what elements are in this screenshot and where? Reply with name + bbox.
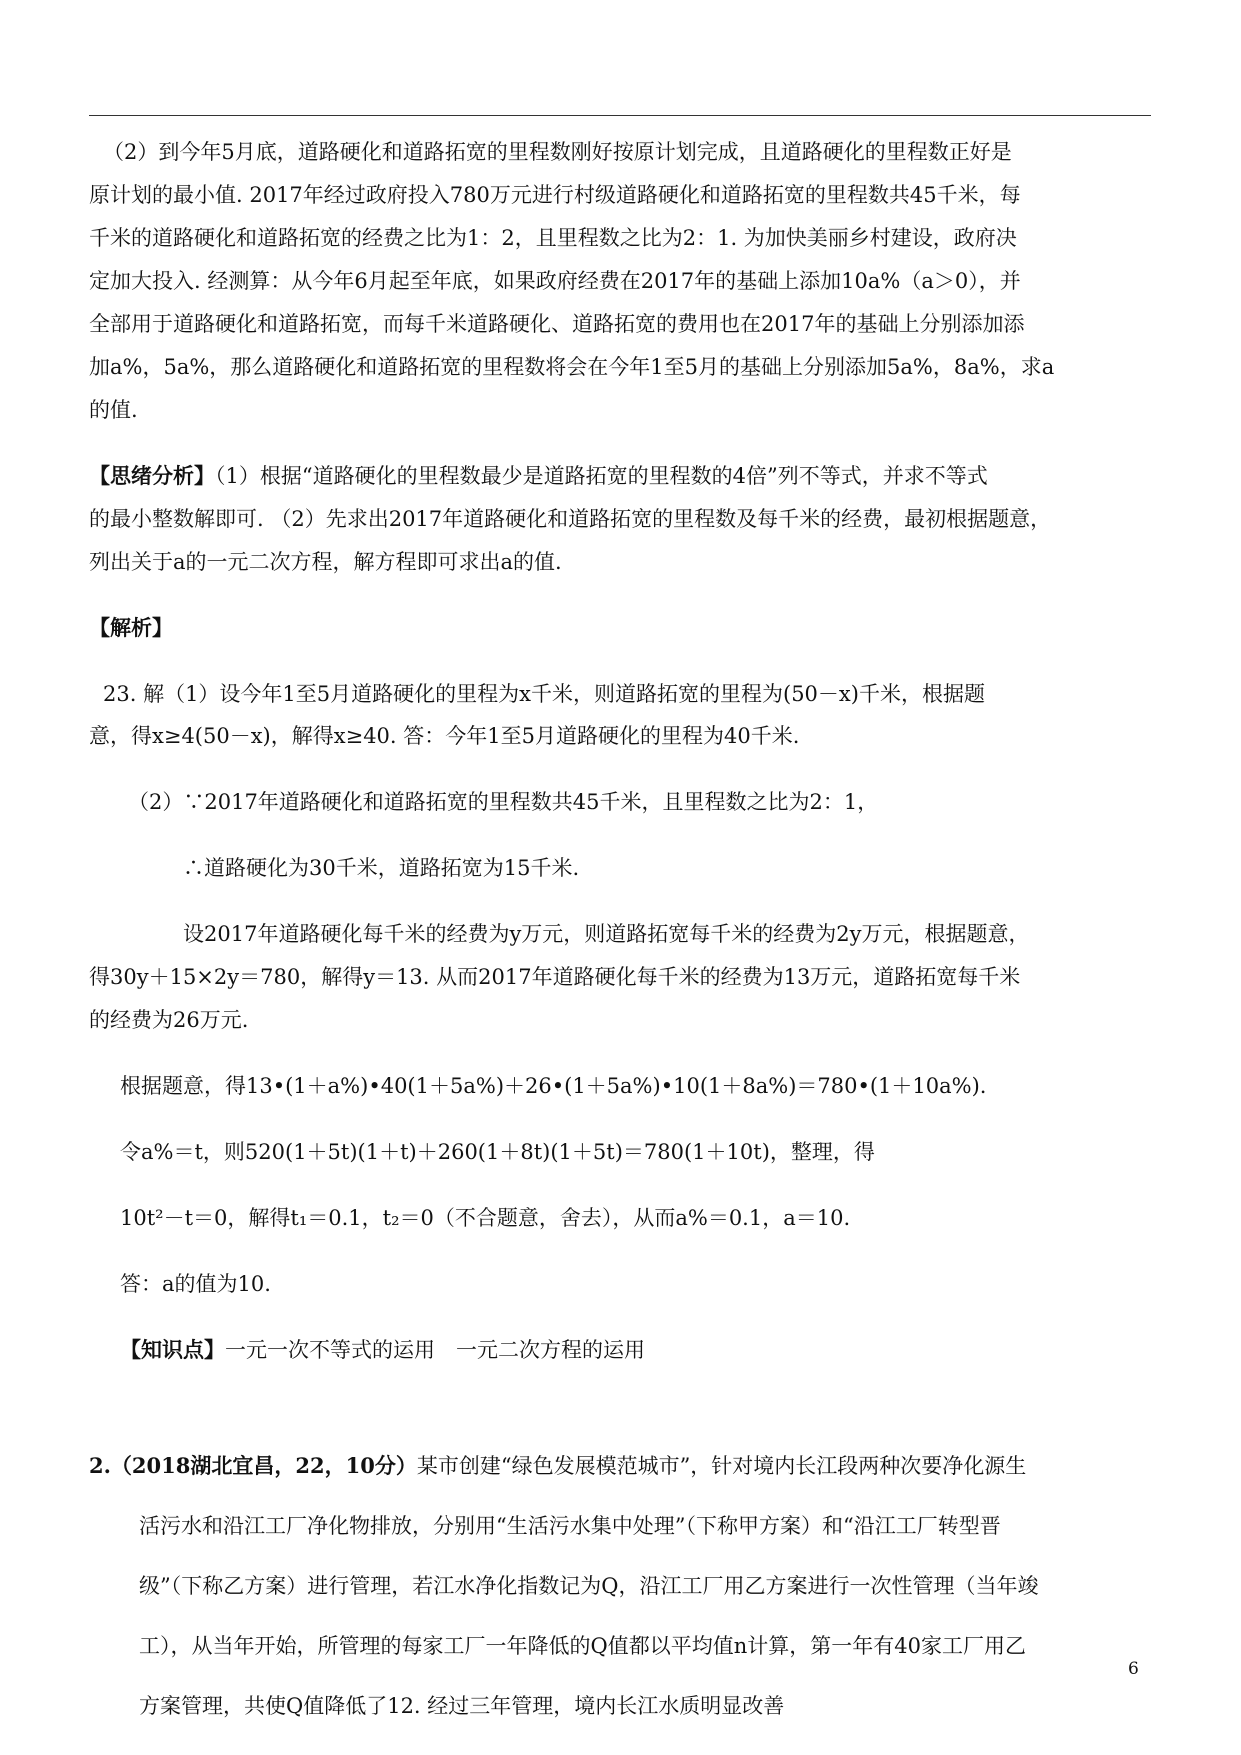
- analysis-line: 的最小整数解即可. （2）先求出2017年道路硬化和道路拓宽的里程数及每千米的经费，最初根据题意，: [89, 507, 1052, 531]
- solution-line: 的经费为26万元.: [89, 1008, 249, 1032]
- solution-line: 得30y＋15×2y＝780，解得y＝13. 从而2017年道路硬化每千米的经费为13万元，道路拓宽每千米: [89, 965, 1021, 989]
- problem2-first-line: [89, 1452, 1026, 1480]
- part2-line: （2）到今年5月底，道路硬化和道路拓宽的里程数刚好按原计划完成，且道路硬化的里程数正好是: [103, 140, 1012, 164]
- header-rule: [89, 115, 1151, 116]
- part2-line: 原计划的最小值. 2017年经过政府投入780万元进行村级道路硬化和道路拓宽的里程数共45千米，每: [89, 183, 1021, 207]
- problem2-line: 某市创建“绿色发展模范城市”，针对境内长江段两种次要净化源生: [416, 1454, 1027, 1478]
- knowledge-section: [120, 1336, 645, 1364]
- solution-line: 答：a的值为10.: [120, 1272, 271, 1296]
- page-number: 6: [1128, 1659, 1139, 1679]
- part2-line: 定加大投入. 经测算：从今年6月起至年底，如果政府经费在2017年的基础上添加10a%（a＞0），并: [89, 269, 1021, 293]
- part2-line: 的值.: [89, 398, 138, 422]
- knowledge-text: 一元一次不等式的运用 一元二次方程的运用: [225, 1338, 645, 1362]
- solution-line: 23. 解（1）设今年1至5月道路硬化的里程为x千米，则道路拓宽的里程为(50－x)千米，根据题: [103, 682, 985, 706]
- solution-line: 设2017年道路硬化每千米的经费为y万元，则道路拓宽每千米的经费为2y万元，根据题意，: [183, 922, 1030, 946]
- solution-line: 根据题意，得13•(1＋a%)•40(1＋5a%)＋26•(1＋5a%)•10(1＋8a%)＝780•(1＋10a%).: [120, 1074, 987, 1098]
- problem2-label: 2.（2018湖北宜昌，22，10分）: [89, 1453, 417, 1478]
- analysis-line: （1）根据“道路硬化的里程数最少是道路拓宽的里程数的4倍”列不等式，并求不等式: [215, 464, 988, 488]
- solution-line: 意，得x≥4(50－x)，解得x≥40. 答：今年1至5月道路硬化的里程为40千米.: [89, 724, 800, 748]
- analysis-heading: 【思绪分析】: [89, 463, 215, 488]
- problem2-line: 活污水和沿江工厂净化物排放，分别用“生活污水集中处理”（下称甲方案）和“沿江工厂转型晋: [139, 1514, 1001, 1538]
- analysis-first-line: [89, 462, 988, 490]
- solution-line: ∴道路硬化为30千米，道路拓宽为15千米.: [183, 856, 580, 880]
- problem2-line: 级”（下称乙方案）进行管理，若江水净化指数记为Q，沿江工厂用乙方案进行一次性管理（当年竣: [139, 1574, 1039, 1598]
- solution-heading: 【解析】: [89, 615, 173, 640]
- solution-line: 令a%＝t，则520(1＋5t)(1＋t)＋260(1＋8t)(1＋5t)＝780(1＋10t)，整理，得: [120, 1140, 875, 1164]
- part2-line: 全部用于道路硬化和道路拓宽，而每千米道路硬化、道路拓宽的费用也在2017年的基础上分别添加添: [89, 312, 1025, 336]
- solution-line: 10t²－t＝0，解得t₁＝0.1，t₂＝0（不合题意，舍去），从而a%＝0.1，a＝10.: [120, 1206, 851, 1230]
- analysis-line: 列出关于a的一元二次方程，解方程即可求出a的值.: [89, 550, 562, 574]
- problem2-line: 工），从当年开始，所管理的每家工厂一年降低的Q值都以平均值n计算，第一年有40家工厂用乙: [139, 1634, 1026, 1658]
- problem2-line: 方案管理，共使Q值降低了12. 经过三年管理，境内长江水质明显改善: [139, 1694, 785, 1718]
- solution-line: （2）∵2017年道路硬化和道路拓宽的里程数共45千米，且里程数之比为2：1，: [128, 790, 879, 814]
- part2-line: 千米的道路硬化和道路拓宽的经费之比为1：2，且里程数之比为2：1. 为加快美丽乡村建设，政府决: [89, 226, 1017, 250]
- knowledge-heading: 【知识点】: [120, 1337, 225, 1362]
- part2-line: 加a%，5a%，那么道路硬化和道路拓宽的里程数将会在今年1至5月的基础上分别添加5a%，8a%，求a: [89, 355, 1055, 379]
